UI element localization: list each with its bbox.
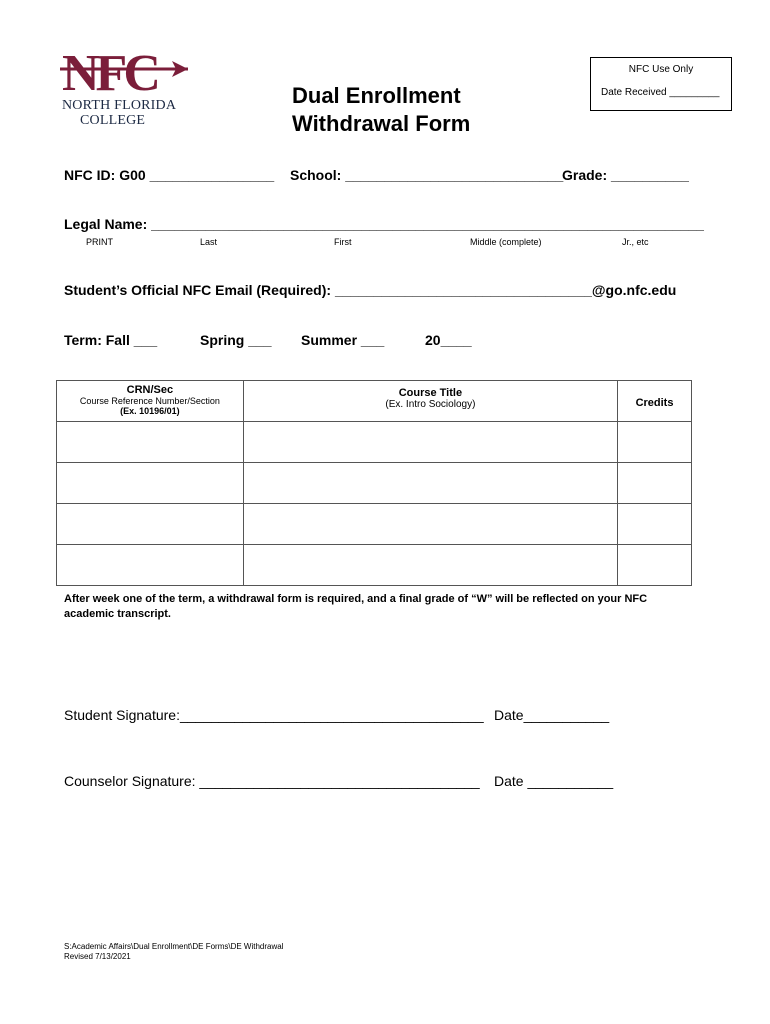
crn-cell[interactable] — [57, 545, 244, 586]
legal-name-sub-jr: Jr., etc — [622, 237, 649, 247]
term-summer-field[interactable]: Summer ___ — [301, 332, 385, 348]
course-table-header-row — [57, 381, 692, 422]
student-date-field[interactable]: Date___________ — [494, 707, 610, 723]
course-title-cell[interactable] — [243, 463, 617, 504]
table-row — [57, 463, 692, 504]
nfc-use-only-box — [590, 57, 732, 111]
crn-header-sub: Course Reference Number/Section — [79, 396, 220, 406]
term-spring-field[interactable]: Spring ___ — [200, 332, 272, 348]
logo-text-line1: NORTH FLORIDA — [62, 98, 177, 113]
table-row — [57, 422, 692, 463]
course-title-header — [243, 381, 617, 422]
logo-text-line2: COLLEGE — [80, 113, 146, 128]
withdrawal-notice: After week one of the term, a withdrawal form is required, and a final grade of “W” will be reflected on your NFC academic transcript. — [64, 593, 648, 620]
form-title — [292, 82, 470, 138]
counselor-signature-field[interactable]: Counselor Signature: ____________________________________ — [64, 773, 480, 789]
course-title-cell[interactable] — [243, 422, 617, 463]
student-signature-field[interactable]: Student Signature:_______________________________________ — [64, 707, 484, 723]
credits-cell[interactable] — [618, 504, 692, 545]
date-received-field: Date Received _________ — [601, 87, 720, 98]
term-fall-field[interactable]: Term: Fall ___ — [64, 332, 158, 348]
credits-header-title: Credits — [635, 396, 674, 409]
form-title-line2: Withdrawal Form — [292, 111, 471, 136]
crn-cell[interactable] — [57, 463, 244, 504]
credits-cell[interactable] — [618, 545, 692, 586]
nfc-use-only-heading: NFC Use Only — [628, 64, 694, 75]
credits-header — [618, 381, 692, 422]
legal-name-sub-last: Last — [200, 237, 218, 247]
crn-cell[interactable] — [57, 422, 244, 463]
legal-name-sub-first: First — [334, 237, 352, 247]
email-field[interactable]: Student’s Official NFC Email (Required): _________________________________@go.nfc.edu — [64, 282, 677, 298]
course-table — [56, 380, 692, 586]
legal-name-field[interactable]: Legal Name: _______________________________________________________________________ — [64, 216, 704, 232]
crn-cell[interactable] — [57, 504, 244, 545]
crn-header — [57, 381, 244, 422]
term-year-field[interactable]: 20____ — [425, 332, 472, 348]
nfc-logo — [60, 44, 190, 128]
svg-text:NFC: NFC — [62, 45, 157, 98]
course-title-header-title: Course Title — [398, 387, 463, 399]
form-title-line1: Dual Enrollment — [292, 83, 461, 108]
legal-name-sub-middle: Middle (complete) — [470, 237, 542, 247]
course-title-header-example: (Ex. Intro Sociology) — [385, 399, 476, 410]
crn-header-title: CRN/Sec — [126, 384, 174, 396]
credits-cell[interactable] — [618, 463, 692, 504]
credits-cell[interactable] — [618, 422, 692, 463]
course-title-cell[interactable] — [243, 545, 617, 586]
grade-field[interactable]: Grade: __________ — [562, 167, 689, 183]
nfc-logo-mark — [60, 44, 190, 98]
school-field[interactable]: School: ____________________________ — [290, 167, 564, 183]
course-title-cell[interactable] — [243, 504, 617, 545]
footer-path: S:Academic Affairs\Dual Enrollment\DE Forms\DE Withdrawal — [64, 942, 284, 951]
nfc-id-field[interactable]: NFC ID: G00 ________________ — [64, 167, 275, 183]
footer-revised: Revised 7/13/2021 — [64, 952, 131, 961]
footer — [64, 942, 283, 962]
table-row — [57, 504, 692, 545]
counselor-date-field[interactable]: Date ___________ — [494, 773, 614, 789]
table-row — [57, 545, 692, 586]
crn-header-example: (Ex. 10196/01) — [120, 406, 180, 416]
legal-name-sub-print: PRINT — [86, 237, 113, 247]
